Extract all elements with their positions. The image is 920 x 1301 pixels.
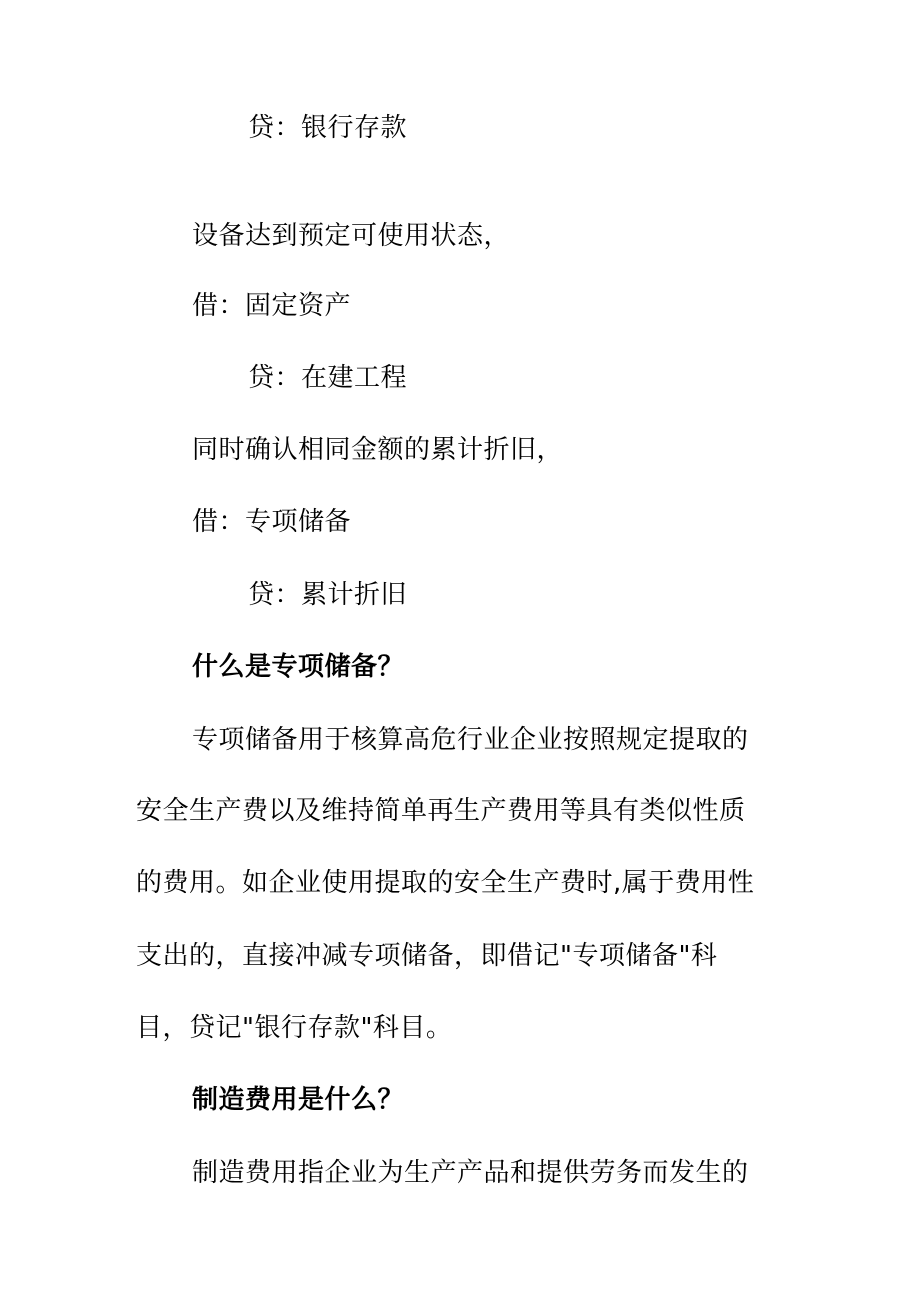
- heading-special-reserve: 什么是专项储备？: [192, 652, 405, 682]
- paragraph-manufacturing-overhead: 制造费用指企业为生产产品和提供劳务而发生的: [192, 1158, 749, 1188]
- entry-debit-special-reserve: 借：专项储备: [192, 507, 352, 537]
- entry-credit-bank-deposit: 贷：银行存款: [248, 113, 408, 143]
- entry-credit-accumulated-depreciation: 贷：累计折旧: [248, 580, 408, 610]
- paragraph-line-5: 目，贷记"银行存款"科目。: [136, 1013, 453, 1043]
- entry-credit-construction-in-progress: 贷：在建工程: [248, 363, 408, 393]
- paragraph-line-3: 的费用。如企业使用提取的安全生产费时,属于费用性: [136, 868, 755, 898]
- paragraph-accumulated-depreciation: 同时确认相同金额的累计折旧，: [192, 435, 564, 465]
- paragraph-equipment-ready: 设备达到预定可使用状态，: [192, 221, 511, 251]
- heading-manufacturing-overhead: 制造费用是什么？: [192, 1085, 405, 1115]
- paragraph-line-1: 专项储备用于核算高危行业企业按照规定提取的: [192, 725, 749, 755]
- entry-debit-fixed-assets: 借：固定资产: [192, 291, 352, 321]
- paragraph-line-4: 支出的，直接冲减专项储备，即借记"专项储备"科: [136, 941, 718, 971]
- paragraph-line-2: 安全生产费以及维持简单再生产费用等具有类似性质: [136, 796, 746, 826]
